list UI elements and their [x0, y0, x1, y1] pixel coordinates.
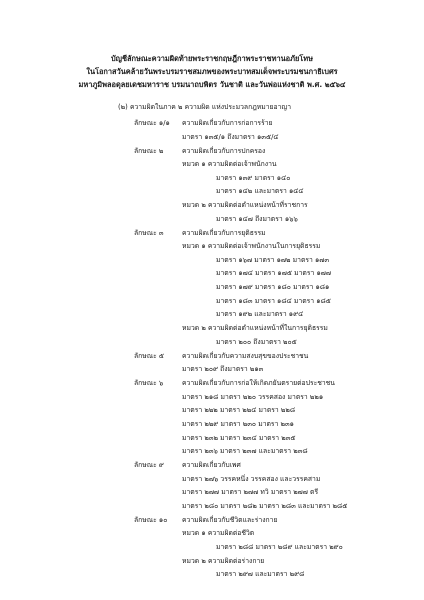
offense-line: มาตรา ๒๘๐ มาตรา ๒๘๒ มาตรา ๒๘๓ และมาตรา ๒๘๕	[182, 502, 348, 510]
chapter-label: ลักษณะ ๓	[134, 229, 164, 237]
offense-line: มาตรา ๑๓๕/๑ ถึงมาตรา ๑๓๕/๔	[182, 133, 279, 141]
offense-line: มาตรา ๑๔๗ ถึงมาตรา ๑๖๖	[216, 215, 298, 223]
offense-line: มาตรา ๒๓๖ มาตรา ๒๓๗ และมาตรา ๒๓๘	[182, 447, 308, 455]
chapter-label: ลักษณะ ๙	[134, 461, 164, 469]
offense-line: ความผิดเกี่ยวกับความสงบสุขของประชาชน	[182, 352, 309, 360]
offense-line: มาตรา ๑๗๔ มาตรา ๑๗๕ มาตรา ๑๗๗	[216, 269, 332, 277]
document-title-line-3: มหาภูมิพลอดุลยเดชมหาราช บรมนาถบพิตร วันชาติ และวันพ่อแห่งชาติ พ.ศ. ๒๕๖๔	[78, 80, 346, 89]
offense-line: ความผิดเกี่ยวกับการก่อให้เกิดภยันตรายต่อประชาชน	[182, 379, 335, 387]
offense-line: หมวด ๑ ความผิดต่อชีวิต	[182, 529, 255, 537]
offense-line: ความผิดเกี่ยวกับการปกครอง	[182, 147, 266, 155]
offense-line: มาตรา ๒๗๖ วรรคหนึ่ง วรรคสอง และวรรคสาม	[182, 475, 321, 483]
offense-line: หมวด ๒ ความผิดต่อร่างกาย	[182, 557, 265, 565]
offense-line: หมวด ๑ ความผิดต่อเจ้าพนักงานในการยุติธรรม	[182, 242, 321, 250]
chapter-label: ลักษณะ ๒	[134, 147, 164, 155]
offense-line: ความผิดเกี่ยวกับการยุติธรรม	[182, 229, 266, 237]
document-title-line-2: ในโอกาสวันคล้ายวันพระบรมราชสมภพของพระบาทสมเด็จพระบรมชนกาธิเบศร	[86, 67, 338, 76]
document-title-line-1: บัญชีลักษณะความผิดท้ายพระราชกฤษฎีกาพระราชทานอภัยโทษ	[110, 54, 314, 63]
chapter-label: ลักษณะ ๕	[134, 352, 165, 360]
chapter-label: ลักษณะ ๑/๑	[134, 119, 170, 127]
offense-line: มาตรา ๒๐๐ ถึงมาตรา ๒๐๕	[216, 338, 297, 346]
offense-line: ความผิดเกี่ยวกับเพศ	[182, 461, 241, 469]
offense-line: มาตรา ๒๘๘ มาตรา ๒๘๙ และมาตรา ๒๙๐	[216, 543, 343, 551]
offense-line: มาตรา ๑๗๙ มาตรา ๑๘๐ มาตรา ๑๘๑	[216, 283, 330, 291]
offense-line: มาตรา ๑๙๒ และมาตรา ๑๙๔	[216, 310, 304, 318]
offense-line: มาตรา ๒๐๙ ถึงมาตรา ๒๑๓	[182, 365, 264, 373]
offense-line: มาตรา ๒๓๒ มาตรา ๒๓๔ มาตรา ๒๓๕	[182, 434, 296, 442]
offense-line: มาตรา ๑๖๗ มาตรา ๑๗๒ มาตรา ๑๗๓	[216, 256, 330, 264]
offense-line: มาตรา ๑๓๙ มาตรา ๑๔๐	[216, 174, 291, 182]
offense-line: ความผิดเกี่ยวกับการก่อการร้าย	[182, 119, 273, 127]
offense-line: มาตรา ๒๙๗ และมาตรา ๒๙๘	[216, 570, 305, 578]
offense-line: หมวด ๒ ความผิดต่อตำแหน่งหน้าที่ราชการ	[182, 201, 308, 209]
section-heading: (๒) ความผิดในภาค ๒ ความผิด แห่งประมวลกฎหมายอาญา	[118, 103, 292, 111]
chapter-label: ลักษณะ ๖	[134, 379, 164, 387]
offense-line: มาตรา ๑๔๒ และมาตรา ๑๔๔	[216, 187, 304, 195]
offense-line: มาตรา ๑๘๓ มาตรา ๑๘๔ มาตรา ๑๘๕	[216, 297, 331, 305]
offense-line: มาตรา ๒๗๗ มาตรา ๒๗๗ ทวิ มาตรา ๒๗๗ ตรี	[182, 488, 319, 496]
offense-line: หมวด ๒ ความผิดต่อตำแหน่งหน้าที่ในการยุติธรรม	[182, 324, 328, 332]
offense-line: มาตรา ๒๑๘ มาตรา ๒๒๐ วรรคสอง มาตรา ๒๒๑	[182, 393, 324, 401]
chapter-label: ลักษณะ ๑๐	[134, 516, 168, 524]
offense-line: มาตรา ๒๒๒ มาตรา ๒๒๔ มาตรา ๒๒๘	[182, 406, 296, 414]
offense-line: มาตรา ๒๒๙ มาตรา ๒๓๐ มาตรา ๒๓๑	[182, 420, 294, 428]
offense-line: หมวด ๑ ความผิดต่อเจ้าพนักงาน	[182, 160, 277, 168]
offense-line: ความผิดเกี่ยวกับชีวิตและร่างกาย	[182, 516, 278, 524]
